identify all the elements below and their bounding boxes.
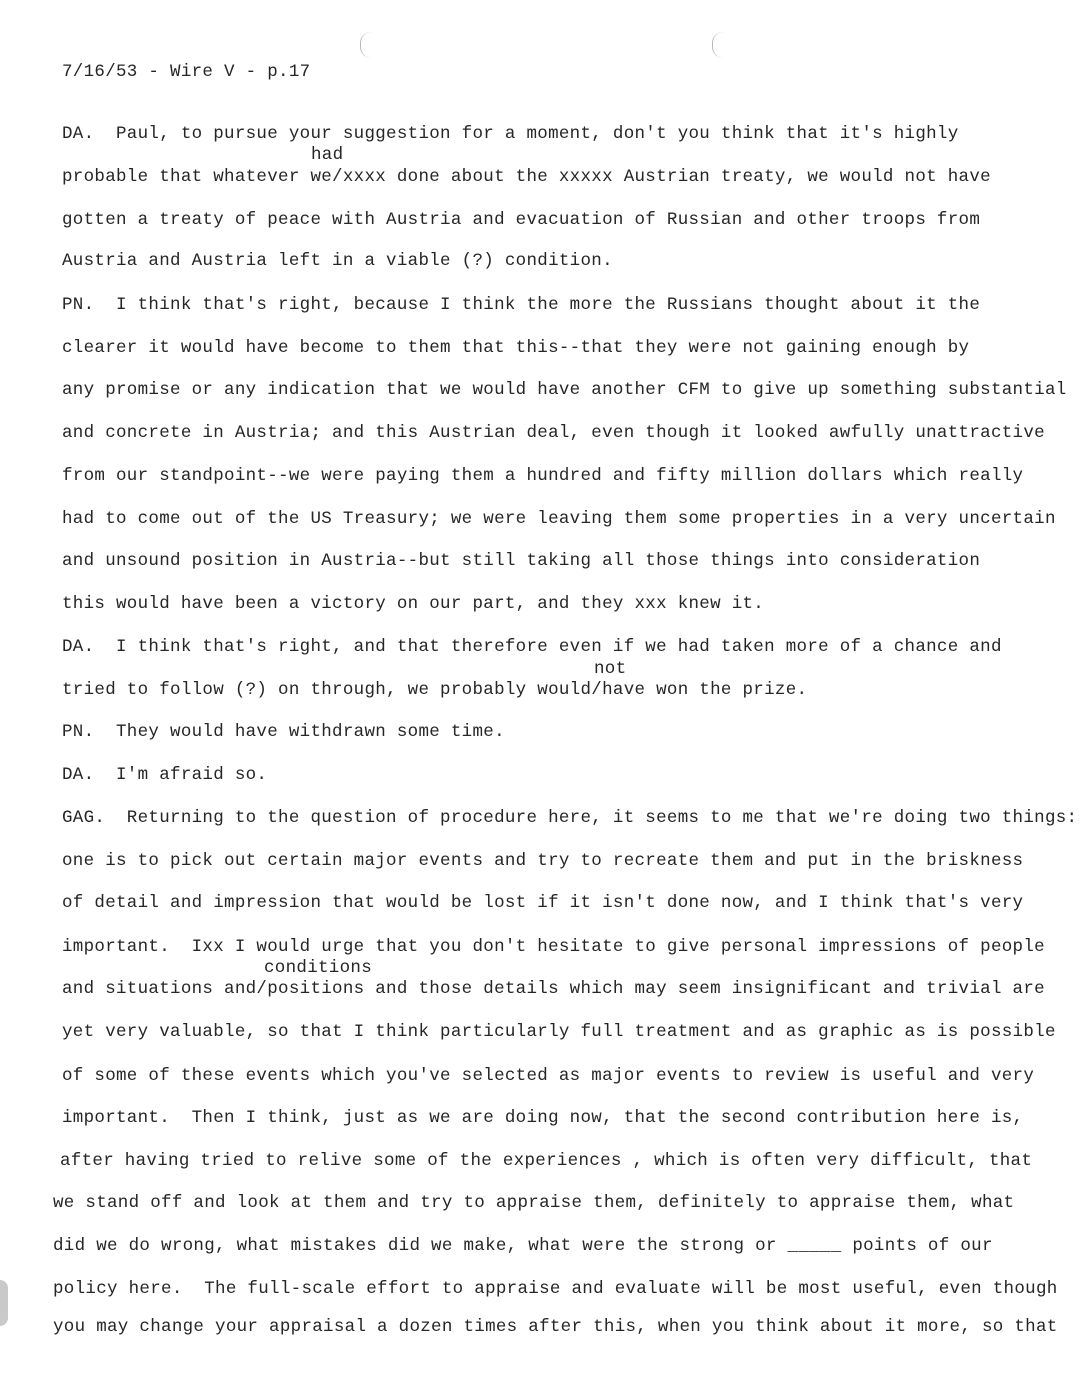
transcript-line: of some of these events which you've selected as major events to review is useful and very bbox=[62, 1066, 1035, 1086]
transcript-line: important. Then I think, just as we are doing now, that the second contribution here is, bbox=[62, 1108, 1024, 1128]
transcript-line: of detail and impression that would be lost if it isn't done now, and I think that's very bbox=[62, 893, 1024, 913]
transcript-line: probable that whatever we/xxxx done about the xxxxx Austrian treaty, we would not have bbox=[62, 167, 991, 187]
interlinear-insert: conditions bbox=[264, 958, 373, 978]
transcript-line: GAG. Returning to the question of procedure here, it seems to me that we're doing two things: bbox=[62, 808, 1078, 828]
transcript-line: and concrete in Austria; and this Austrian deal, even though it looked awfully unattractive bbox=[62, 423, 1045, 443]
edge-smudge bbox=[0, 1280, 8, 1326]
transcript-line: policy here. The full-scale effort to appraise and evaluate will be most useful, even though bbox=[53, 1279, 1058, 1299]
transcript-line: we stand off and look at them and try to appraise them, definitely to appraise them, what bbox=[53, 1193, 1015, 1213]
transcript-line: and situations and/positions and those details which may seem insignificant and trivial are bbox=[62, 979, 1045, 999]
transcript-line: important. Ixx I would urge that you don't hesitate to give personal impressions of people bbox=[62, 937, 1045, 957]
transcript-line: DA. I think that's right, and that therefore even if we had taken more of a chance and bbox=[62, 637, 1002, 657]
transcript-line: any promise or any indication that we would have another CFM to give up something substantial bbox=[62, 380, 1067, 400]
transcript-line: and unsound position in Austria--but still taking all those things into consideration bbox=[62, 551, 981, 571]
transcript-line: tried to follow (?) on through, we probably would/have won the prize. bbox=[62, 680, 808, 700]
transcript-line: yet very valuable, so that I think particularly full treatment and as graphic as is possible bbox=[62, 1022, 1056, 1042]
transcript-line: this would have been a victory on our part, and they xxx knew it. bbox=[62, 594, 765, 614]
interlinear-insert: not bbox=[594, 659, 627, 679]
page-header: 7/16/53 - Wire V - p.17 bbox=[62, 62, 311, 82]
transcript-line: clearer it would have become to them that this--that they were not gaining enough by bbox=[62, 338, 970, 358]
transcript-line: PN. They would have withdrawn some time. bbox=[62, 722, 505, 742]
transcript-line: DA. I'm afraid so. bbox=[62, 765, 268, 785]
transcript-line: one is to pick out certain major events and try to recreate them and put in the briskness bbox=[62, 851, 1024, 871]
transcript-line: DA. Paul, to pursue your suggestion for a moment, don't you think that it's highly bbox=[62, 124, 959, 144]
transcript-line: you may change your appraisal a dozen times after this, when you think about it more, so that bbox=[53, 1317, 1058, 1337]
transcript-line: did we do wrong, what mistakes did we make, what were the strong or _____ points of our bbox=[53, 1236, 993, 1256]
margin-paren-mark bbox=[360, 32, 371, 58]
transcript-line: PN. I think that's right, because I think the more the Russians thought about it the bbox=[62, 295, 981, 315]
transcript-line: had to come out of the US Treasury; we were leaving them some properties in a very uncertain bbox=[62, 509, 1056, 529]
transcript-line: Austria and Austria left in a viable (?) condition. bbox=[62, 251, 613, 271]
interlinear-insert: had bbox=[311, 145, 344, 165]
transcript-line: gotten a treaty of peace with Austria and evacuation of Russian and other troops from bbox=[62, 210, 981, 230]
transcript-line: after having tried to relive some of the experiences , which is often very difficult, that bbox=[60, 1151, 1033, 1171]
margin-paren-mark bbox=[712, 32, 723, 58]
transcript-line: from our standpoint--we were paying them a hundred and fifty million dollars which really bbox=[62, 466, 1024, 486]
